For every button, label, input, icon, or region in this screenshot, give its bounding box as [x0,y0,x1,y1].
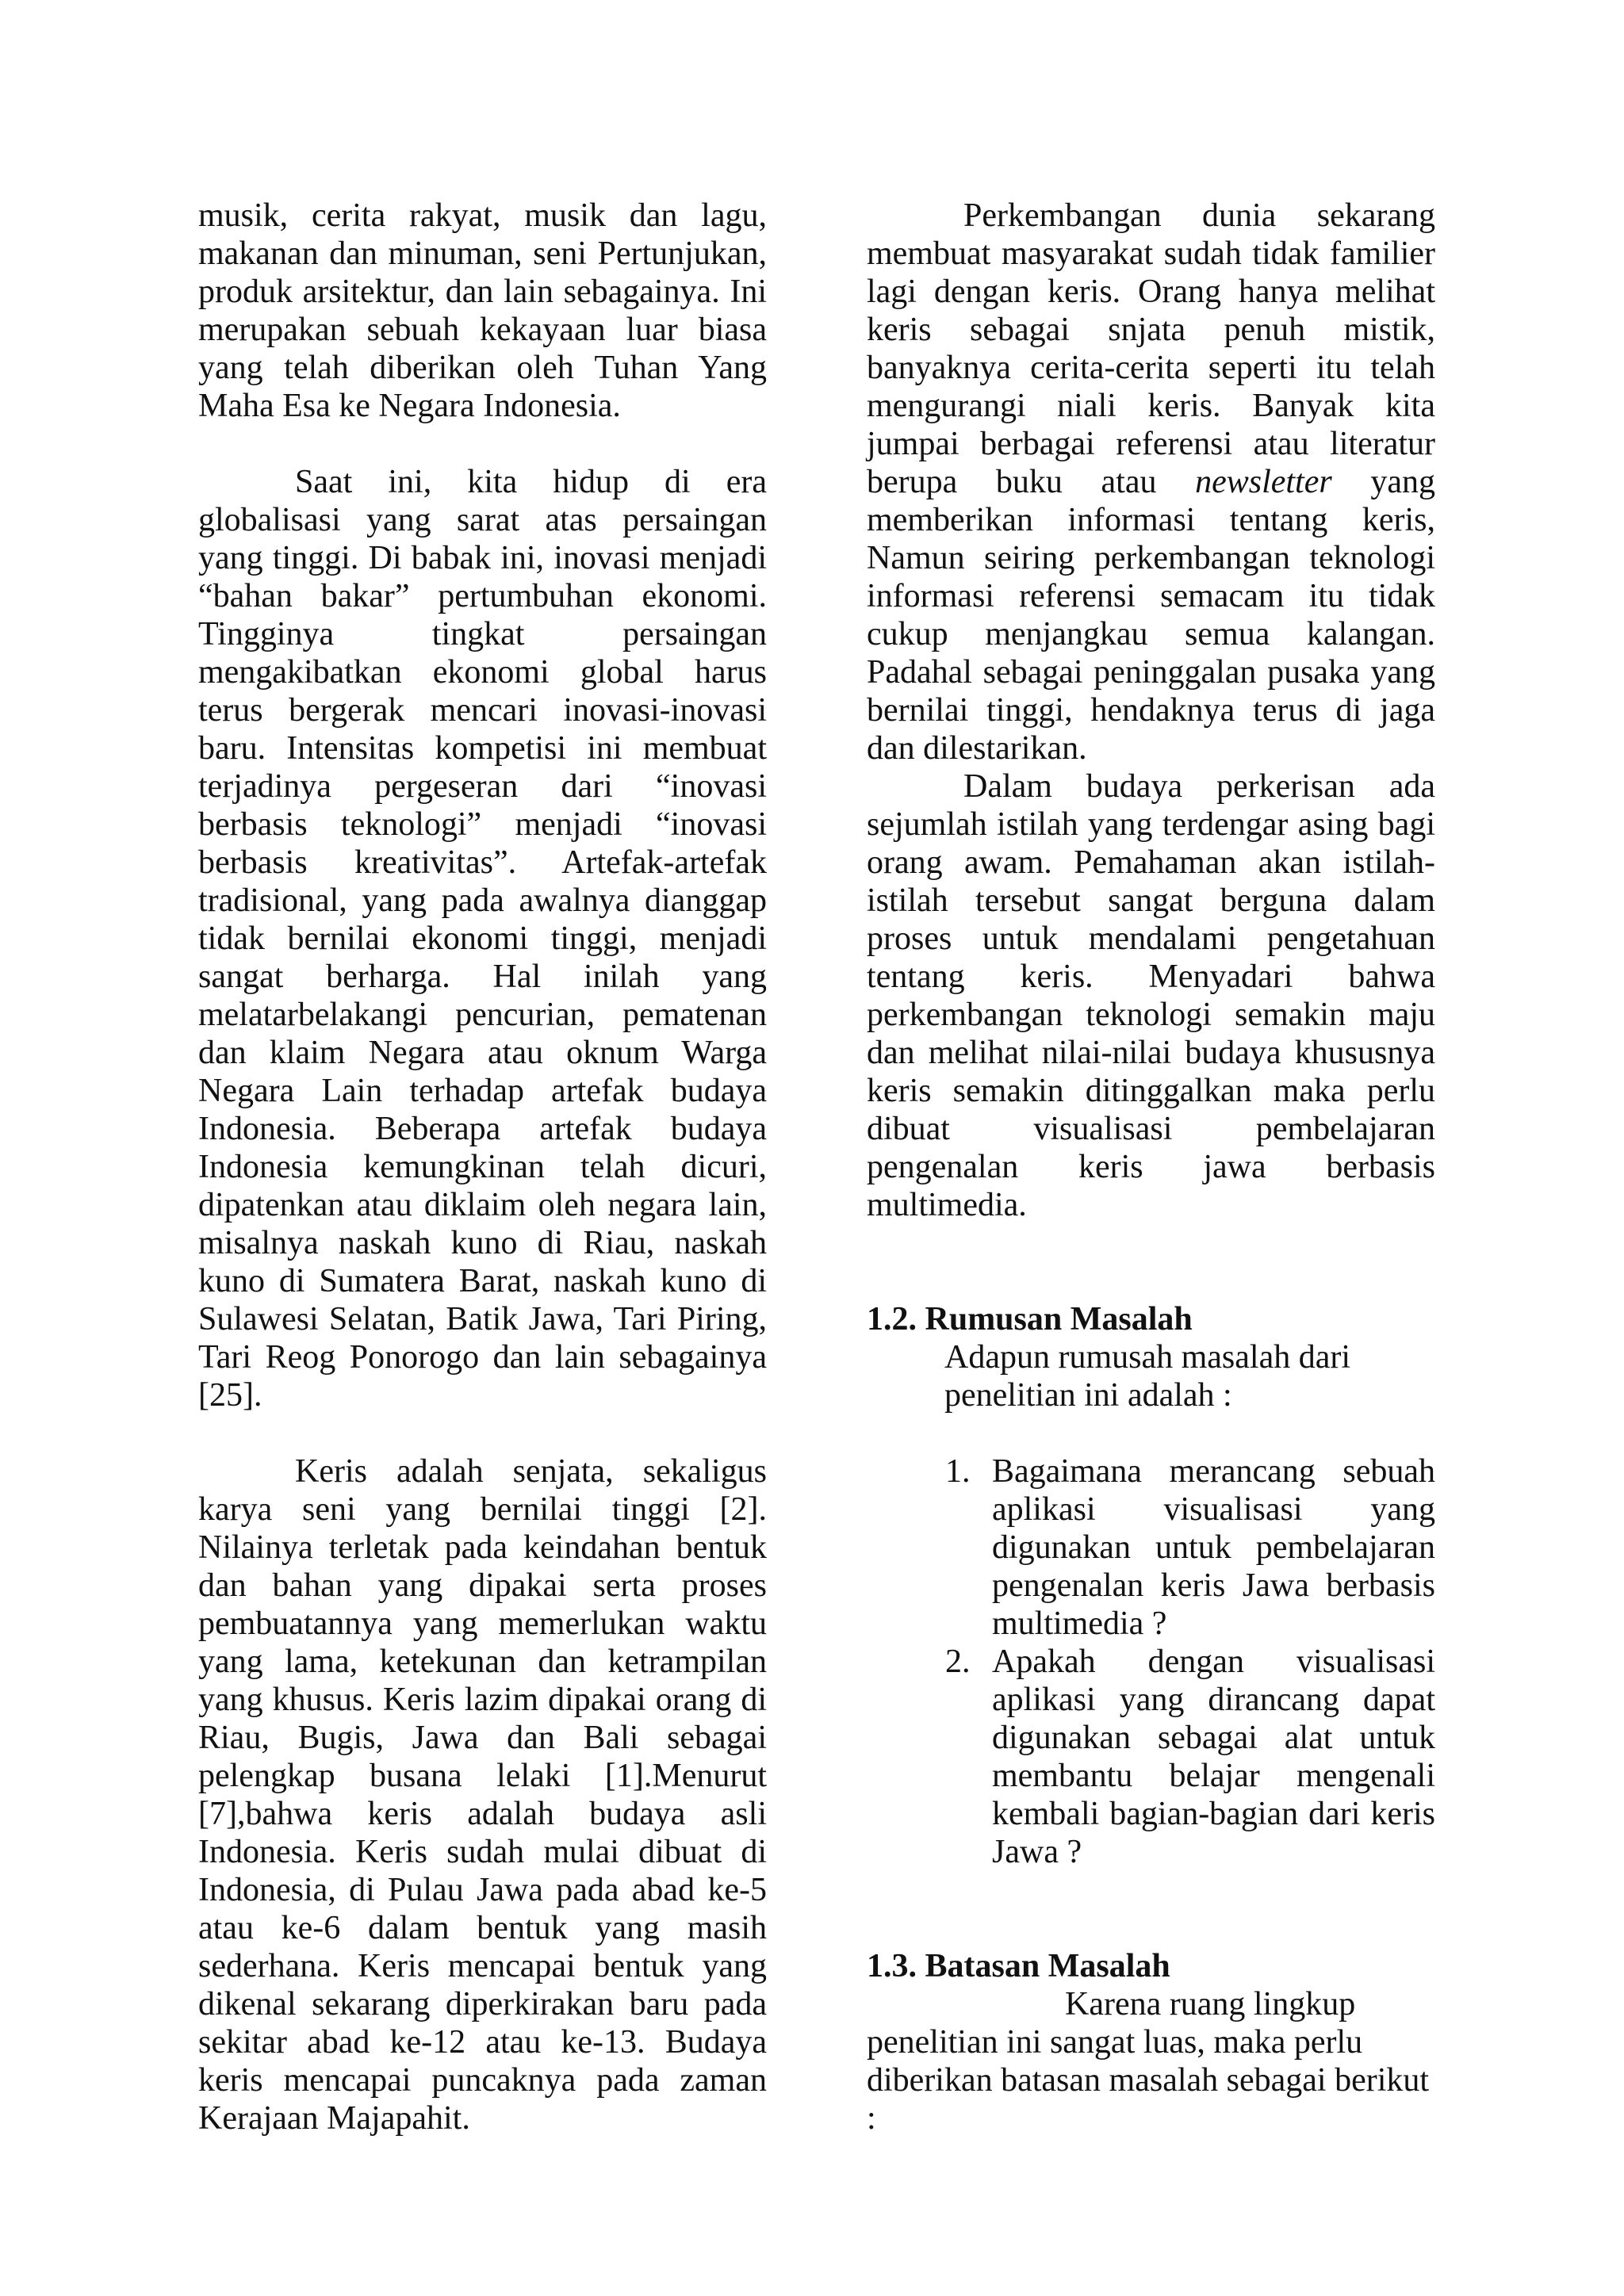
paragraph-globalization: Saat ini, kita hidup di era globalisasi yang sarat atas persaingan yang tinggi. Di babak ini, inovasi menjadi “bahan bakar” pertumbuhan ekonomi. Tingginya tingkat persaingan mengakibatkan ekonomi global harus terus bergerak mencari inovasi-inovasi baru. Intensitas kompetisi ini membuat terjadinya pergeseran dari “inovasi berbasis teknologi” menjadi “inovasi berbasis kreativitas”. Artefak-artefak tradisional, yang pada awalnya dianggap tidak bernilai ekonomi tinggi, menjadi sangat berharga. Hal inilah yang melatarbelakangi pencurian, pematenan dan klaim Negara atau oknum Warga Negara Lain terhadap artefak budaya Indonesia. Beberapa artefak budaya Indonesia kemungkinan telah dicuri, dipatenkan atau diklaim oleh negara lain, misalnya naskah kuno di Riau, naskah kuno di Sumatera Barat, naskah kuno di Sulawesi Selatan, Batik Jawa, Tari Piring, Tari Reog Ponorogo dan lain sebagainya [25]. [198,464,767,1414]
list-item-text: Apakah dengan visualisasi aplikasi yang dirancang dapat digunakan sebagai alat untuk membantu belajar mengenali kembali bagian-bagian dari keris Jawa ? [992,1644,1435,1870]
paragraph-keris-definition: Keris adalah senjata, sekaligus karya seni yang bernilai tinggi [2]. Nilainya terletak pada keindahan bentuk dan bahan yang dipakai serta proses pembuatannya yang memerlukan waktu yang lama, ketekunan dan ketrampilan yang khusus. Keris lazim dipakai orang di Riau, Bugis, Jawa dan Bali sebagai pelengkap busana lelaki [1].Menurut [7],bahwa keris adalah budaya asli Indonesia. Keris sudah mulai dibuat di Indonesia, di Pulau Jawa pada abad ke-5 atau ke-6 dalam bentuk yang masih sederhana. Keris mencapai bentuk yang dikenal sekarang diperkirakan baru pada sekitar abad ke-12 atau ke-13. Budaya keris mencapai puncaknya pada zaman Kerajaan Majapahit. [198,1453,767,2137]
section-heading-1-3: 1.3. Batasan Masalah [867,1948,1170,1984]
list-item-text: Bagaimana merancang sebuah aplikasi visualisasi yang digunakan untuk pembelajaran pengenalan keris Jawa berbasis multimedia ? [992,1453,1435,1642]
intro-line-2: penelitian ini adalah : [944,1377,1232,1414]
section-heading-1-2: 1.2. Rumusan Masalah [867,1301,1193,1337]
text-line-4: : [867,2100,876,2137]
italic-term-newsletter: newsletter [1195,464,1332,500]
text-line-3: diberikan batasan masalah sebagai berikut [867,2062,1430,2099]
problem-list [867,1452,1435,1871]
text-line-1: Karena ruang lingkup [1065,1986,1356,2022]
paragraph-keris-culture: Dalam budaya perkerisan ada sejumlah istilah yang terdengar asing bagi orang awam. Pemahaman akan istilah-istilah tersebut sangat berguna dalam proses untuk mendalami pengetahuan tentang keris. Menyadari bahwa perkembangan teknologi semakin maju dan melihat nilai-nilai budaya khususnya keris semakin ditinggalkan maka perlu dibuat visualisasi pembelajaran pengenalan keris jawa berbasis multimedia. [867,768,1435,1223]
paragraph-cultural-wealth: musik, cerita rakyat, musik dan lagu, makanan dan minuman, seni Pertunjukan, produk arsitektur, dan lain sebagainya. Ini merupakan sebuah kekayaan luar biasa yang telah diberikan oleh Tuhan Yang Maha Esa ke Negara Indonesia. [198,197,767,424]
section-intro [944,1338,1435,1414]
text-line-2: penelitian ini sangat luas, maka perlu [867,2024,1363,2061]
list-item [867,1643,1435,1871]
section-rumusan-masalah [867,1300,1435,1871]
intro-line-1: Adapun rumusah masalah dari [944,1339,1351,1376]
list-number: 2. [945,1644,971,1680]
section-text [867,1985,1435,2137]
list-item [867,1452,1435,1643]
right-column [867,197,1435,2137]
left-column [198,197,767,2137]
paragraph-text-end: yang memberikan informasi tentang keris, Namun seiring perkembangan teknologi informasi referensi semacam itu tidak cukup menjangkau semua kalangan. Padahal sebagai peninggalan pusaka yang bernilai tinggi, hendaknya terus di jaga dan dilestarikan. [867,464,1435,767]
section-batasan-masalah [867,1947,1435,2137]
paragraph-text-start: Perkembangan dunia sekarang membuat masyarakat sudah tidak familier lagi dengan keris. Orang hanya melihat keris sebagai snjata penuh mistik, banyaknya cerita-cerita seperti itu telah mengurangi niali keris. Banyak kita jumpai berbagai referensi atau literatur berupa buku atau [867,197,1435,500]
paragraph-world-development [867,197,1435,767]
list-number: 1. [945,1453,971,1490]
